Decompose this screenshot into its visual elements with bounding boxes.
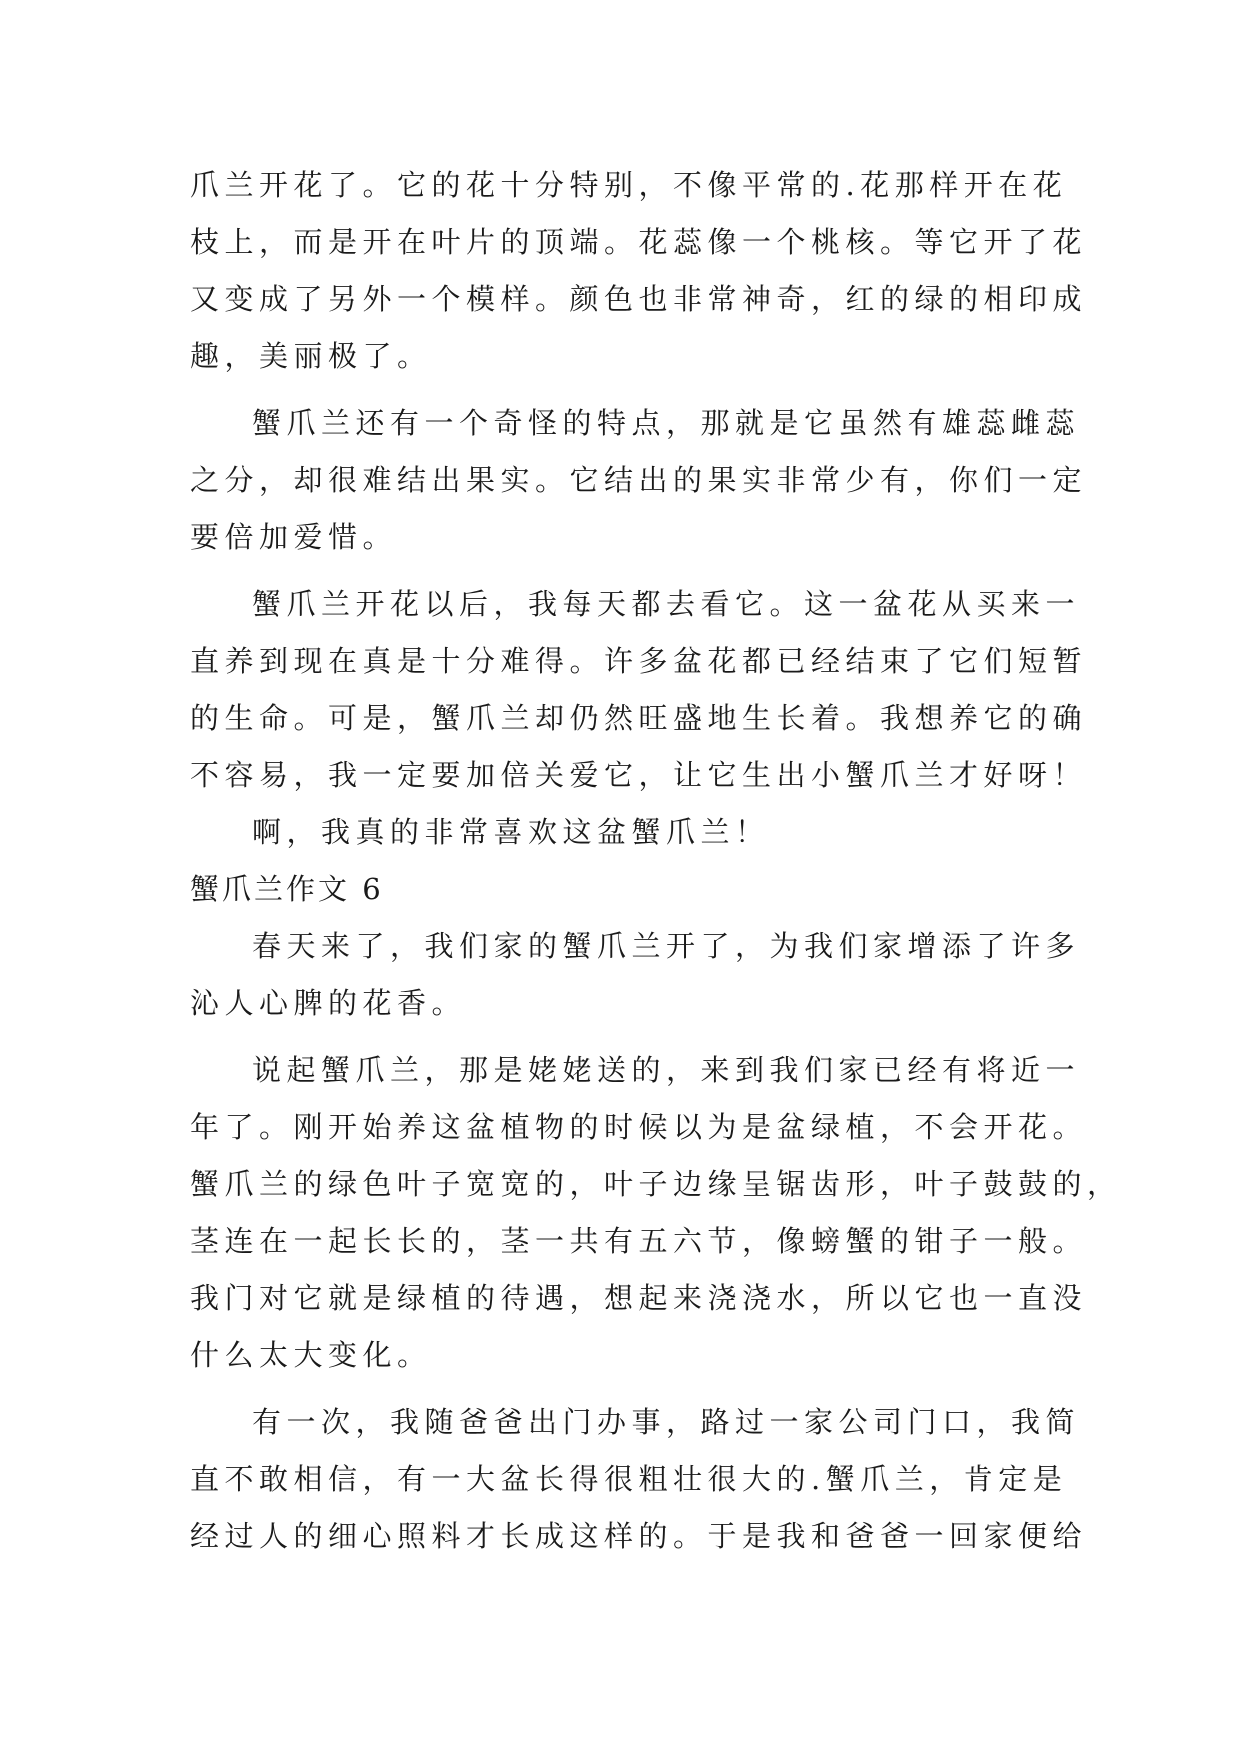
text-line: 又变成了另外一个模样。颜色也非常神奇，红的绿的相印成 <box>190 282 1088 316</box>
paragraph-first-line: 啊，我真的非常喜欢这盆蟹爪兰！ <box>252 815 770 849</box>
paragraph-gap <box>190 1384 1052 1394</box>
text-line: 年了。刚开始养这盆植物的时候以为是盆绿植，不会开花。 <box>190 1110 1088 1144</box>
paragraph-first-line: 有一次，我随爸爸出门办事，路过一家公司门口，我简 <box>252 1405 1081 1439</box>
text-line: 的生命。可是，蟹爪兰却仍然旺盛地生长着。我想养它的确 <box>190 701 1088 735</box>
paragraph-gap <box>190 566 1052 576</box>
text-line: 枝上，而是开在叶片的顶端。花蕊像一个桃核。等它开了花 <box>190 225 1088 259</box>
text-line: 爪兰开花了。它的花十分特别，不像平常的.花那样开在花 <box>190 168 1068 202</box>
text-line: 直养到现在真是十分难得。许多盆花都已经结束了它们短暂 <box>190 644 1088 678</box>
paragraph-first-line: 说起蟹爪兰，那是姥姥送的，来到我们家已经有将近一 <box>252 1053 1081 1087</box>
text-line: 我门对它就是绿植的待遇，想起来浇浇水，所以它也一直没 <box>190 1281 1088 1315</box>
paragraph-first-line: 蟹爪兰开花以后，我每天都去看它。这一盆花从买来一 <box>252 587 1081 621</box>
text-line: 要倍加爱惜。 <box>190 520 398 554</box>
section-title: 蟹爪兰作文 6 <box>190 872 384 906</box>
text-line: 经过人的细心照料才长成这样的。于是我和爸爸一回家便给 <box>190 1519 1088 1553</box>
text-line: 不容易，我一定要加倍关爱它，让它生出小蟹爪兰才好呀！ <box>190 758 1088 792</box>
text-line: 沁人心脾的花香。 <box>190 986 467 1020</box>
text-line: 蟹爪兰的绿色叶子宽宽的，叶子边缘呈锯齿形，叶子鼓鼓的， <box>190 1167 1122 1201</box>
text-line: 什么太大变化。 <box>190 1338 432 1372</box>
paragraph-gap <box>190 1032 1052 1042</box>
text-line: 趣，美丽极了。 <box>190 339 432 373</box>
paragraph-gap <box>190 385 1052 395</box>
paragraph-first-line: 蟹爪兰还有一个奇怪的特点，那就是它虽然有雄蕊雌蕊 <box>252 406 1081 440</box>
paragraph-first-line: 春天来了，我们家的蟹爪兰开了，为我们家增添了许多 <box>252 929 1081 963</box>
document-page <box>190 157 1122 1565</box>
text-line: 直不敢相信，有一大盆长得很粗壮很大的.蟹爪兰，肯定是 <box>190 1462 1068 1496</box>
text-line: 之分，却很难结出果实。它结出的果实非常少有，你们一定 <box>190 463 1088 497</box>
text-line: 茎连在一起长长的，茎一共有五六节，像螃蟹的钳子一般。 <box>190 1224 1088 1258</box>
